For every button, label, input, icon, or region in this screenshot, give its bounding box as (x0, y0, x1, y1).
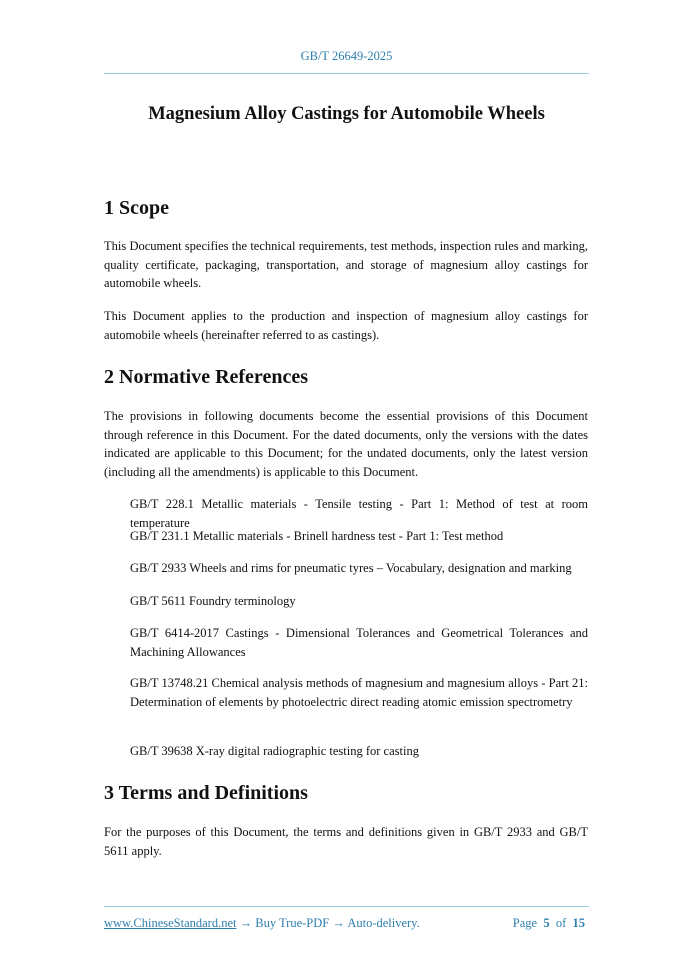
delivery-text: Auto-delivery. (347, 916, 420, 930)
page-label: Page (512, 916, 538, 930)
paragraph: The provisions in following documents become the essential provisions of this Document through reference in this Document. For the dated documents, only the versions with the dates indicated are applicable to this Document; for the undated documents, only the latest version (including all the amendments) is applicable to this Document. (104, 409, 588, 479)
header-divider (104, 73, 589, 74)
reference-item: GB/T 13748.21 Chemical analysis methods of magnesium and magnesium alloys - Part 21: Determination of elements by photoelectric direct reading atomic emission spectrometry (130, 676, 588, 709)
reference-item: GB/T 231.1 Metallic materials - Brinell hardness test - Part 1: Test method (130, 529, 504, 543)
footer-promo (104, 916, 420, 931)
header-doc-id: GB/T 26649-2025 (300, 49, 393, 63)
arrow-icon: → (332, 916, 345, 930)
reference-item: GB/T 39638 X-ray digital radiographic testing for casting (130, 744, 419, 758)
total-pages: 15 (572, 916, 585, 930)
document-title: Magnesium Alloy Castings for Automobile Wheels (148, 104, 545, 124)
paragraph: This Document applies to the production and inspection of magnesium alloy castings for automobile wheels (hereinafter referred to as castings). (104, 309, 588, 342)
reference-item: GB/T 5611 Foundry terminology (130, 594, 296, 608)
reference-item: GB/T 6414-2017 Castings - Dimensional Tolerances and Geometrical Tolerances and Machining Allowances (130, 626, 588, 659)
page-number (513, 916, 585, 931)
reference-item: GB/T 228.1 Metallic materials - Tensile testing - Part 1: Method of test at room temperature (130, 497, 588, 530)
section-heading-normative-references: 2 Normative References (104, 366, 308, 388)
current-page: 5 (543, 916, 550, 930)
paragraph: For the purposes of this Document, the terms and definitions given in GB/T 2933 and GB/T 5611 apply. (104, 825, 588, 858)
footer-divider (104, 906, 589, 907)
section-heading-terms-definitions: 3 Terms and Definitions (104, 782, 308, 804)
buy-text: Buy True-PDF (255, 916, 330, 930)
website-link[interactable]: www.ChineseStandard.net (104, 916, 237, 930)
reference-item: GB/T 2933 Wheels and rims for pneumatic tyres – Vocabulary, designation and marking (130, 561, 572, 575)
paragraph: This Document specifies the technical requirements, test methods, inspection rules and marking, quality certificate, packaging, transportation, and storage of magnesium alloy castings for automobile wheels. (104, 239, 588, 290)
of-label: of (555, 916, 567, 930)
section-heading-scope: 1 Scope (104, 197, 169, 219)
arrow-icon: → (239, 916, 253, 930)
